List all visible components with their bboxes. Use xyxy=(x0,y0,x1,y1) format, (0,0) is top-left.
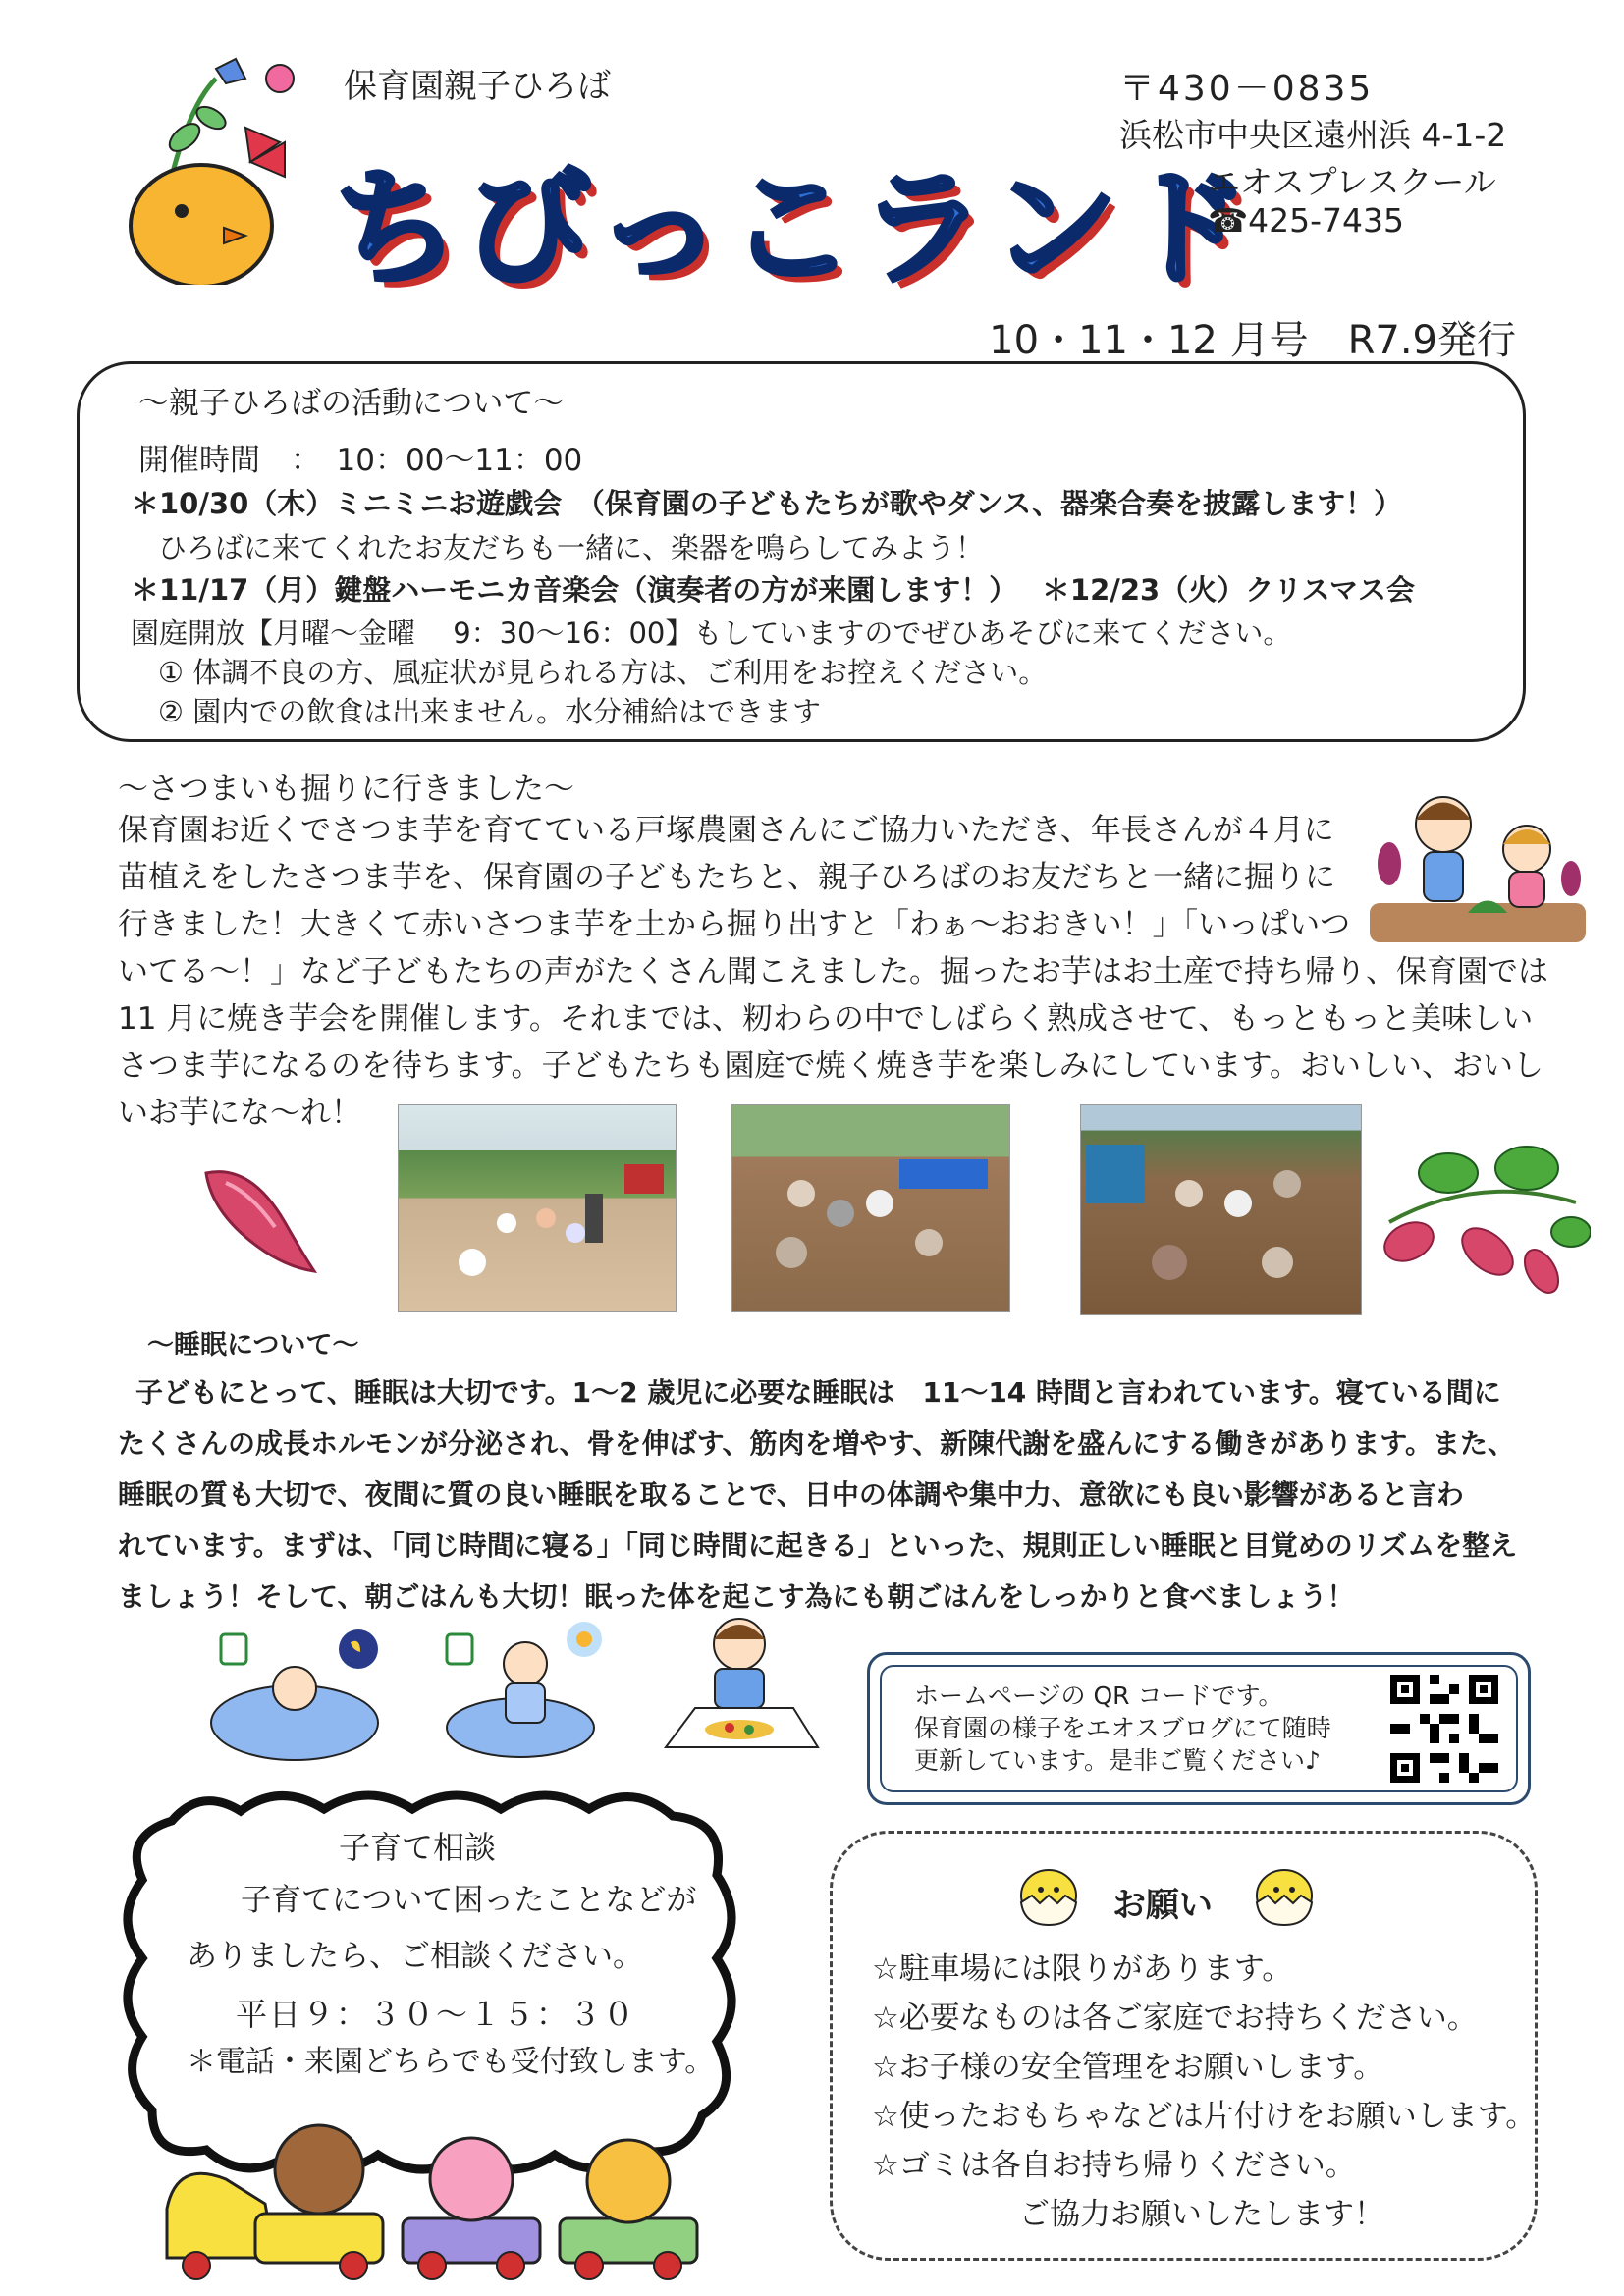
waking-child-icon xyxy=(437,1615,614,1762)
facility-name: エオスプレスクール xyxy=(1208,163,1496,201)
sweetpotato-icon xyxy=(191,1153,319,1281)
sleeping-child-illustration xyxy=(201,1625,388,1762)
event-2: ＊11/17（月）鍵盤ハーモニカ音楽会（演奏者の方が来園します！） ＊12/23（火）クリスマス会 xyxy=(131,573,1416,607)
paragraph-line: いてる～！」など子どもたちの声がたくさん聞こえました。掘ったお芋はお土産で持ち帰り、保育園では xyxy=(118,954,1548,989)
qr-text-line: 保育園の様子をエオスブログにて随時 xyxy=(914,1714,1331,1742)
paragraph-line: 子どもにとって、睡眠は大切です。1～2 歳児に必要な睡眠は 11～14 時間と言われています。寝ている間に xyxy=(135,1376,1501,1409)
event-1-note: ひろばに来てくれたお友だちも一緒に、楽器を鳴らしてみよう！ xyxy=(158,531,985,564)
animal-train-icon xyxy=(157,2110,746,2282)
sweetpotato-paragraph xyxy=(118,807,1548,1137)
activities-box xyxy=(77,361,1526,742)
animal-train-illustration xyxy=(157,2110,746,2282)
mascot-chick-illustration xyxy=(108,49,334,285)
consult-hours: 平日９：３０～１５：３０ xyxy=(236,1996,637,2033)
waking-child-illustration xyxy=(437,1615,614,1762)
kids-with-sweetpotato-icon xyxy=(1370,785,1586,942)
photo-digging-field xyxy=(398,1104,677,1312)
newsletter-title: ちびっこランド xyxy=(334,156,1256,302)
sleeping-child-icon xyxy=(201,1625,388,1762)
sweetpotato-illustration xyxy=(191,1153,319,1281)
rule-1: ① 体調不良の方、風症状が見られる方は、ご利用をお控えください。 xyxy=(158,656,1048,689)
breakfast-child-icon xyxy=(656,1610,823,1757)
chick-icon xyxy=(108,49,334,285)
issue-info: 10・11・12 月号 R7.9発行 xyxy=(989,318,1516,363)
homepage-qr-box xyxy=(867,1652,1531,1805)
request-item: ☆駐車場には限りがあります。 xyxy=(872,1951,1293,1987)
requests-title: お願い xyxy=(1112,1886,1213,1925)
qr-text-line: 更新しています。是非ご覧ください♪ xyxy=(914,1746,1321,1775)
paragraph-line: いお芋にな～れ！ xyxy=(118,1095,361,1131)
request-item: ☆必要なものは各ご家庭でお持ちください。 xyxy=(872,2001,1478,2036)
paragraph-line: れています。まずは、「同じ時間に寝る」「同じ時間に起きる」といった、規則正しい睡眠と目覚めのリズムを整え xyxy=(118,1529,1518,1562)
sweetpotato-heading: ～さつまいも掘りに行きました～ xyxy=(118,772,574,807)
kids-digging-illustration xyxy=(1370,785,1586,942)
sleep-paragraph xyxy=(118,1367,1532,1623)
activity-hours: 開催時間 ： 10：00～11：00 xyxy=(138,443,583,478)
sweetpotato-vine-icon xyxy=(1380,1134,1591,1296)
requests-box xyxy=(830,1831,1538,2261)
consult-title: 子育て相談 xyxy=(339,1829,497,1866)
request-closing: ご協力お願いしたします！ xyxy=(1019,2197,1384,2232)
request-item: ☆ゴミは各自お持ち帰りください。 xyxy=(872,2148,1356,2183)
paragraph-line: 保育園お近くでさつま芋を育てている戸塚農園さんにご協力いただき、年長さんが４月に xyxy=(118,813,1334,848)
paragraph-line: 行きました！大きくて赤いさつま芋を土から掘り出すと「わぁ～おおきい！」「いっぱいつ xyxy=(118,907,1351,942)
consult-note: ＊電話・来園どちらでも受付致します。 xyxy=(187,2045,715,2079)
chick-icon xyxy=(1014,1858,1083,1927)
photo-digging-group xyxy=(731,1104,1010,1312)
activities-heading: ～親子ひろばの活動について～ xyxy=(138,386,565,421)
paragraph-line: ましょう！そして、朝ごはんも大切！眠った体を起こす為にも朝ごはんをしっかりと食べましょう！ xyxy=(118,1580,1355,1613)
garden-open-info: 園庭開放【月曜～金曜 9：30～16：00】もしていますのでぜひあそびに来てください。 xyxy=(131,616,1292,650)
consult-text-line: ありましたら、ご相談ください。 xyxy=(187,1939,643,1974)
paragraph-line: たくさんの成長ホルモンが分泌され、骨を伸ばす、筋肉を増やす、新陳代謝を盛んにする働きがあります。また、 xyxy=(118,1427,1515,1460)
newsletter-subtitle: 保育園親子ひろば xyxy=(344,67,611,106)
paragraph-line: 苗植えをしたさつま芋を、保育園の子どもたちと、親子ひろばのお友だちと一緒に掘りに xyxy=(118,860,1335,895)
phone-number: ☎425-7435 xyxy=(1208,201,1404,240)
paragraph-line: 睡眠の質も大切で、夜間に質の良い睡眠を取ることで、日中の体調や集中力、意欲にも良い影響があると言わ xyxy=(118,1478,1464,1511)
request-item: ☆使ったおもちゃなどは片付けをお願いします。 xyxy=(872,2099,1537,2134)
paragraph-line: 11 月に焼き芋会を開催します。それまでは、籾わらの中でしばらく熟成させて、もっともっと美味しい xyxy=(118,1001,1534,1037)
qr-text-line: ホームページの QR コードです。 xyxy=(914,1682,1283,1710)
postal-code: 〒430－0835 xyxy=(1119,69,1375,109)
qr-code[interactable] xyxy=(1390,1675,1498,1783)
sweetpotato-leaves-illustration xyxy=(1380,1134,1591,1296)
address: 浜松市中央区遠州浜 4-1-2 xyxy=(1119,116,1507,154)
sleep-heading: ～睡眠について～ xyxy=(147,1330,359,1361)
request-item: ☆お子様の安全管理をお願いします。 xyxy=(872,2050,1384,2085)
consult-text-line: 子育てについて困ったことなどが xyxy=(241,1883,697,1918)
rule-2: ② 園内での飲食は出来ません。水分補給はできます xyxy=(158,695,821,728)
breakfast-child-illustration xyxy=(656,1610,823,1757)
chick-icon xyxy=(1250,1858,1319,1927)
photo-digging-crowd xyxy=(1080,1104,1362,1315)
paragraph-line: さつま芋になるのを待ちます。子どもたちも園庭で焼く焼き芋を楽しみにしています。おいしい、おいし xyxy=(118,1048,1544,1084)
event-1: ＊10/30（木）ミニミニお遊戯会 （保育園の子どもたちが歌やダンス、器楽合奏を披露します！） xyxy=(131,487,1403,520)
